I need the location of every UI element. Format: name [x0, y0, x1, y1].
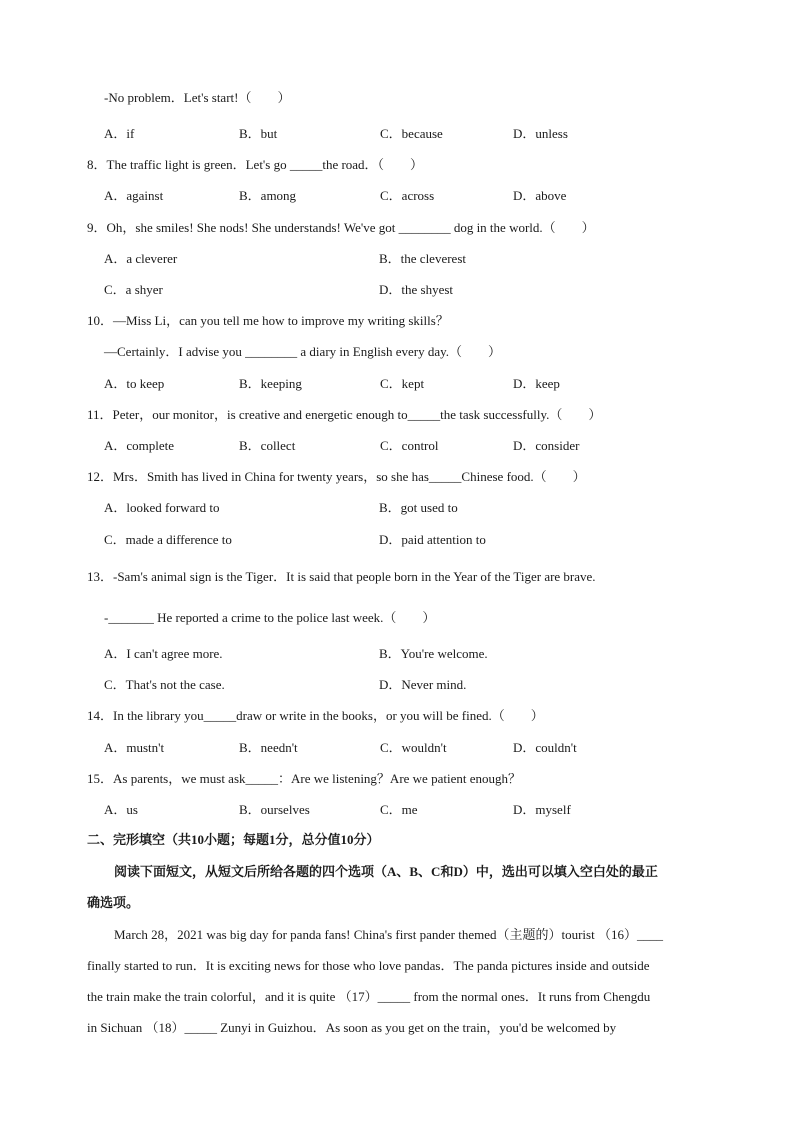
- q12-option-c: C．made a difference to: [104, 532, 232, 547]
- q9-stem: 9．Oh，she smiles! She nods! She understands! We've got ________ dog in the world.（ ）: [87, 220, 595, 235]
- q13-option-c: C．That's not the case.: [104, 677, 225, 692]
- q8-option-b: B．among: [239, 188, 297, 203]
- q13-stem: 13．-Sam's animal sign is the Tiger．It is said that people born in the Year of the Tiger are brave.: [87, 569, 596, 584]
- q11-option-b: B．collect: [239, 438, 296, 453]
- q10-stem: 10．—Miss Li，can you tell me how to improve my writing skills？: [87, 313, 449, 328]
- q10-option-c: C．kept: [380, 376, 425, 391]
- q11-option-a: A．complete: [104, 438, 175, 453]
- q15-option-d: D．myself: [513, 802, 571, 817]
- q9-option-c: C．a shyer: [104, 282, 163, 297]
- q14-option-c: C．wouldn't: [380, 740, 447, 755]
- passage-line: the train make the train colorful，and it is quite （17）_____ from the normal ones．It runs from Chengdu: [87, 989, 651, 1004]
- q14-stem: 14．In the library you_____draw or write in the books，or you will be fined.（ ）: [87, 708, 544, 723]
- passage-line: March 28，2021 was big day for panda fans! China's first pander themed（主题的）tourist （16）____: [114, 927, 663, 942]
- q13-option-b: B．You're welcome.: [379, 646, 488, 661]
- section2-instruction-line2: 确选项。: [87, 895, 140, 910]
- q12-option-b: B．got used to: [379, 500, 458, 515]
- q14-option-d: D．couldn't: [513, 740, 577, 755]
- section2-instruction-line1: 阅读下面短文，从短文后所给各题的四个选项（A、B、C和D）中，选出可以填入空白处的最正: [114, 864, 658, 879]
- q8-stem: 8．The traffic light is green．Let's go _____the road．（ ）: [87, 157, 424, 172]
- q15-option-b: B．ourselves: [239, 802, 310, 817]
- q7-option-b: B．but: [239, 126, 278, 141]
- q7-option-c: C．because: [380, 126, 443, 141]
- q10-option-d: D．keep: [513, 376, 560, 391]
- q15-option-c: C．me: [380, 802, 418, 817]
- q12-stem: 12．Mrs．Smith has lived in China for twenty years，so she has_____Chinese food.（ ）: [87, 469, 586, 484]
- q13-line2: -_______ He reported a crime to the police last week.（ ）: [104, 610, 436, 625]
- q9-option-b: B．the cleverest: [379, 251, 466, 266]
- q7-option-a: A．if: [104, 126, 135, 141]
- q14-option-b: B．needn't: [239, 740, 298, 755]
- q12-option-d: D．paid attention to: [379, 532, 486, 547]
- section2-heading: 二、完形填空（共10小题；每题1分，总分值10分）: [87, 832, 380, 847]
- q10-line2: —Certainly．I advise you ________ a diary in English every day.（ ）: [104, 344, 502, 359]
- passage-line: finally started to run．It is exciting news for those who love pandas．The panda pictures inside and outside: [87, 958, 650, 973]
- q11-stem: 11．Peter，our monitor，is creative and energetic enough to_____the task successfully.（ ）: [87, 407, 602, 422]
- q10-option-a: A．to keep: [104, 376, 165, 391]
- q11-option-c: C．control: [380, 438, 439, 453]
- q7-line2: -No problem．Let's start!（ ）: [104, 90, 291, 105]
- q15-stem: 15．As parents，we must ask_____：Are we listening？Are we patient enough？: [87, 771, 521, 786]
- q15-option-a: A．us: [104, 802, 138, 817]
- q14-option-a: A．mustn't: [104, 740, 165, 755]
- q12-option-a: A．looked forward to: [104, 500, 220, 515]
- q13-option-d: D．Never mind.: [379, 677, 467, 692]
- q8-option-c: C．across: [380, 188, 435, 203]
- q10-option-b: B．keeping: [239, 376, 302, 391]
- q7-option-d: D．unless: [513, 126, 568, 141]
- q9-option-d: D．the shyest: [379, 282, 454, 297]
- q13-option-a: A．I can't agree more.: [104, 646, 223, 661]
- passage-line: in Sichuan （18）_____ Zunyi in Guizhou．As soon as you get on the train，you'd be welcomed by: [87, 1020, 617, 1035]
- q8-option-a: A．against: [104, 188, 164, 203]
- q8-option-d: D．above: [513, 188, 567, 203]
- q11-option-d: D．consider: [513, 438, 580, 453]
- q9-option-a: A．a cleverer: [104, 251, 178, 266]
